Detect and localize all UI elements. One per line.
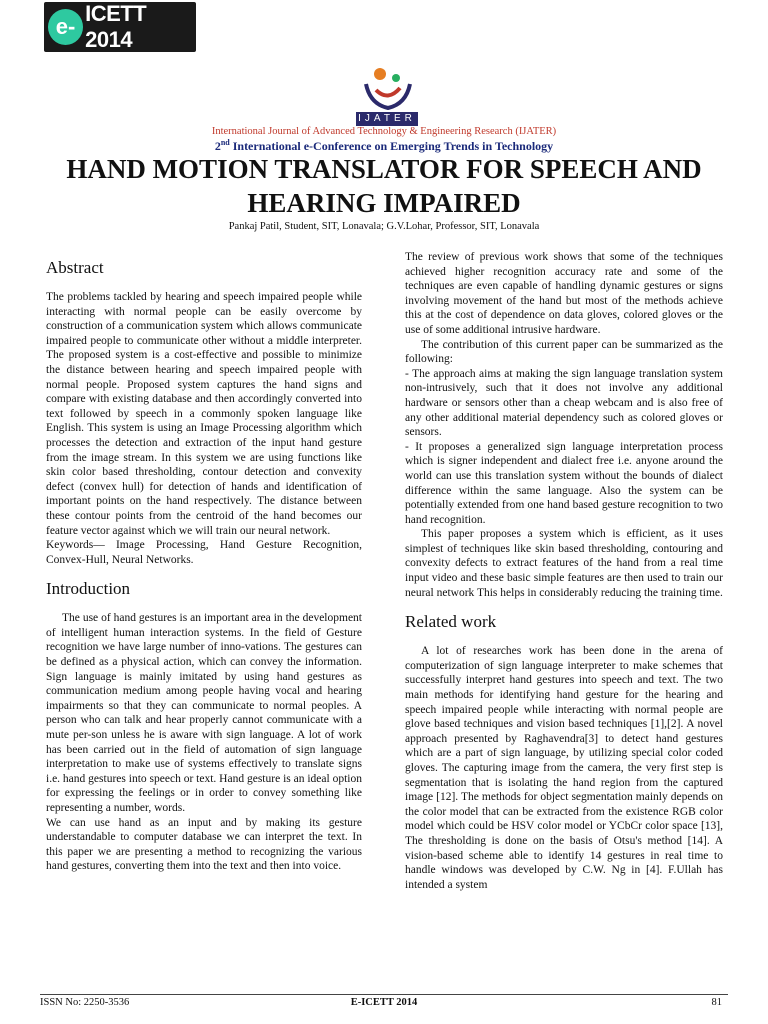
badge-e-letter: e- bbox=[48, 9, 83, 45]
paper-title bbox=[40, 152, 728, 220]
related-work-heading: Related work bbox=[405, 612, 497, 632]
contribution-paragraph: The contribution of this current paper can be summarized as the following: bbox=[405, 338, 723, 366]
system-paragraph: This paper proposes a system which is efficient, as it uses simplest of techniques like skin based thresholding, contouring and convexity defects to extract features of the hand from a real time input video and these basic simple features are then used to train our neural network This helps in considerably reducing the training time. bbox=[405, 528, 723, 599]
related-work-paragraph: A lot of researches work has been done in the arena of computerization of sign language interpreter to make schemes that successfully interpret hand gestures into speech and text. The two main methods for identifying hand gesture for the hearing and speech impaired people while interacting with normal people are glove based techniques and vision based techniques [1],[2]. A novel approach presented by Raghavendra[3] to detect hand gestures which are a part of sign language, by utilizing special color coded gloves. The capturing image from the camera, the very first step is segmentation that is isolating the hand region from the captured image [12]. The methods for object segmentation mainly depends on the color model that can be extracted from the existence RGB color model which could be HSV color model or YCbCr color space [13], The thresholding is done on the basis of Otsu's method [14]. A vision-based scheme able to identify 14 gestures in real time to handle windows was developed by C.W. Ng in [4]. F.Ullah has intended a system bbox=[405, 645, 723, 891]
keywords: Keywords— Image Processing, Hand Gesture Recognition, Convex-Hull, Neural Networks. bbox=[46, 539, 362, 566]
left-column bbox=[46, 258, 362, 874]
page-number: 81 bbox=[711, 997, 722, 1008]
intro-paragraph-2: We can use hand as an input and by making its gesture understandable to computer database we can interpret the text. In this paper we are presenting a method to recognizing the various hand gestures, converting them into the text and then into voice. bbox=[46, 816, 362, 873]
footer-divider bbox=[40, 994, 728, 995]
conf-rest: International e-Conference on Emerging Trends in Technology bbox=[229, 139, 554, 153]
abstract-text: The problems tackled by hearing and speech impaired people while interacting with normal people can be easily overcome by construction of a communication system which allows communicate impaired people to communicate other without a middle interpreter. The proposed system is a cost-effective and possible to minimize the distance between hearing and speech impaired people with normal people. Proposed system captures the hand signs and compare with existing database and then accordingly converted into text followed by speech in a commonly spoken language like English. This system is using an Image Processing algorithm which processes the detection and extraction of the input hand gesture from the image stream. In this system we are using functions like skin color based thresholding, contour detection and convexity defect (convex hull) for detection of hands and identification of important points on the hand respectively. The distance between these contour points from the centroid of the hand becomes our feature vector against which we will train our neural network. bbox=[46, 291, 362, 537]
intro-paragraph-1: The use of hand gestures is an important area in the development of intelligent human interaction systems. In the field of Gesture recognition we have large number of inno-vations. The gestures can be defined as a physical action, which can convey the information. Sign language is mainly imitated by using hand gestures as communication medium among people having vocal and hearing impairments so that they can communicate to normal peoples. A person who can talk and hear properly cannot communicate with a mute per-son unless he is aware with sign language. A lot of work has been carried out in the field of automation of sign language interpretation to make use of systems effectively to translate signs i.e. hand gestures into speech or text. Hand gesture is an ideal option for expressing the feelings or in order to convey something like representing a number, words. bbox=[46, 612, 362, 814]
journal-name: International Journal of Advanced Technology & Engineering Research (IJATER) bbox=[211, 126, 557, 137]
abstract-heading: Abstract bbox=[46, 258, 104, 277]
e-icett-badge bbox=[44, 2, 196, 52]
footer-center: E-ICETT 2014 bbox=[350, 997, 418, 1008]
badge-text: ICETT 2014 bbox=[85, 1, 147, 52]
conf-sup: nd bbox=[220, 138, 230, 147]
footer-issn: ISSN No: 2250-3536 bbox=[40, 997, 130, 1008]
authors: Pankaj Patil, Student, SIT, Lonavala; G.V.Lohar, Professor, SIT, Lonavala bbox=[228, 221, 540, 232]
title-line-2: HEARING IMPAIRED bbox=[247, 188, 521, 218]
title-line-1: HAND MOTION TRANSLATOR FOR SPEECH AND bbox=[66, 154, 702, 184]
review-paragraph: The review of previous work shows that some of the techniques achieved higher recognition accuracy rate and some of the techniques are even capable of handling dynamic gestures or signs involving movement of the hand but most of the methods achieve this at the cost of dependence on data gloves, colored gloves or the use of some additional intrusive hardware. bbox=[405, 251, 723, 336]
right-column bbox=[405, 250, 723, 892]
conf-prefix: 2 bbox=[214, 139, 221, 153]
contribution-item-1: - The approach aims at making the sign language translation system non-intrusively, such that it does not involve any additional hardware or sensors other than a cheap webcam and is also free of any other additional material dependency such as colored gloves or sensors. bbox=[405, 367, 723, 439]
contribution-item-2: - It proposes a generalized sign language interpretation process which is signer independent and dialect free i.e. anyone around the world can use this translation system without the bounds of dialect difference within the same language. Also the system can be potentially extended from one hand based gesture recognition to two hand recognition. bbox=[405, 440, 723, 526]
introduction-heading: Introduction bbox=[46, 579, 131, 599]
logo-band: IJATER bbox=[356, 112, 418, 126]
